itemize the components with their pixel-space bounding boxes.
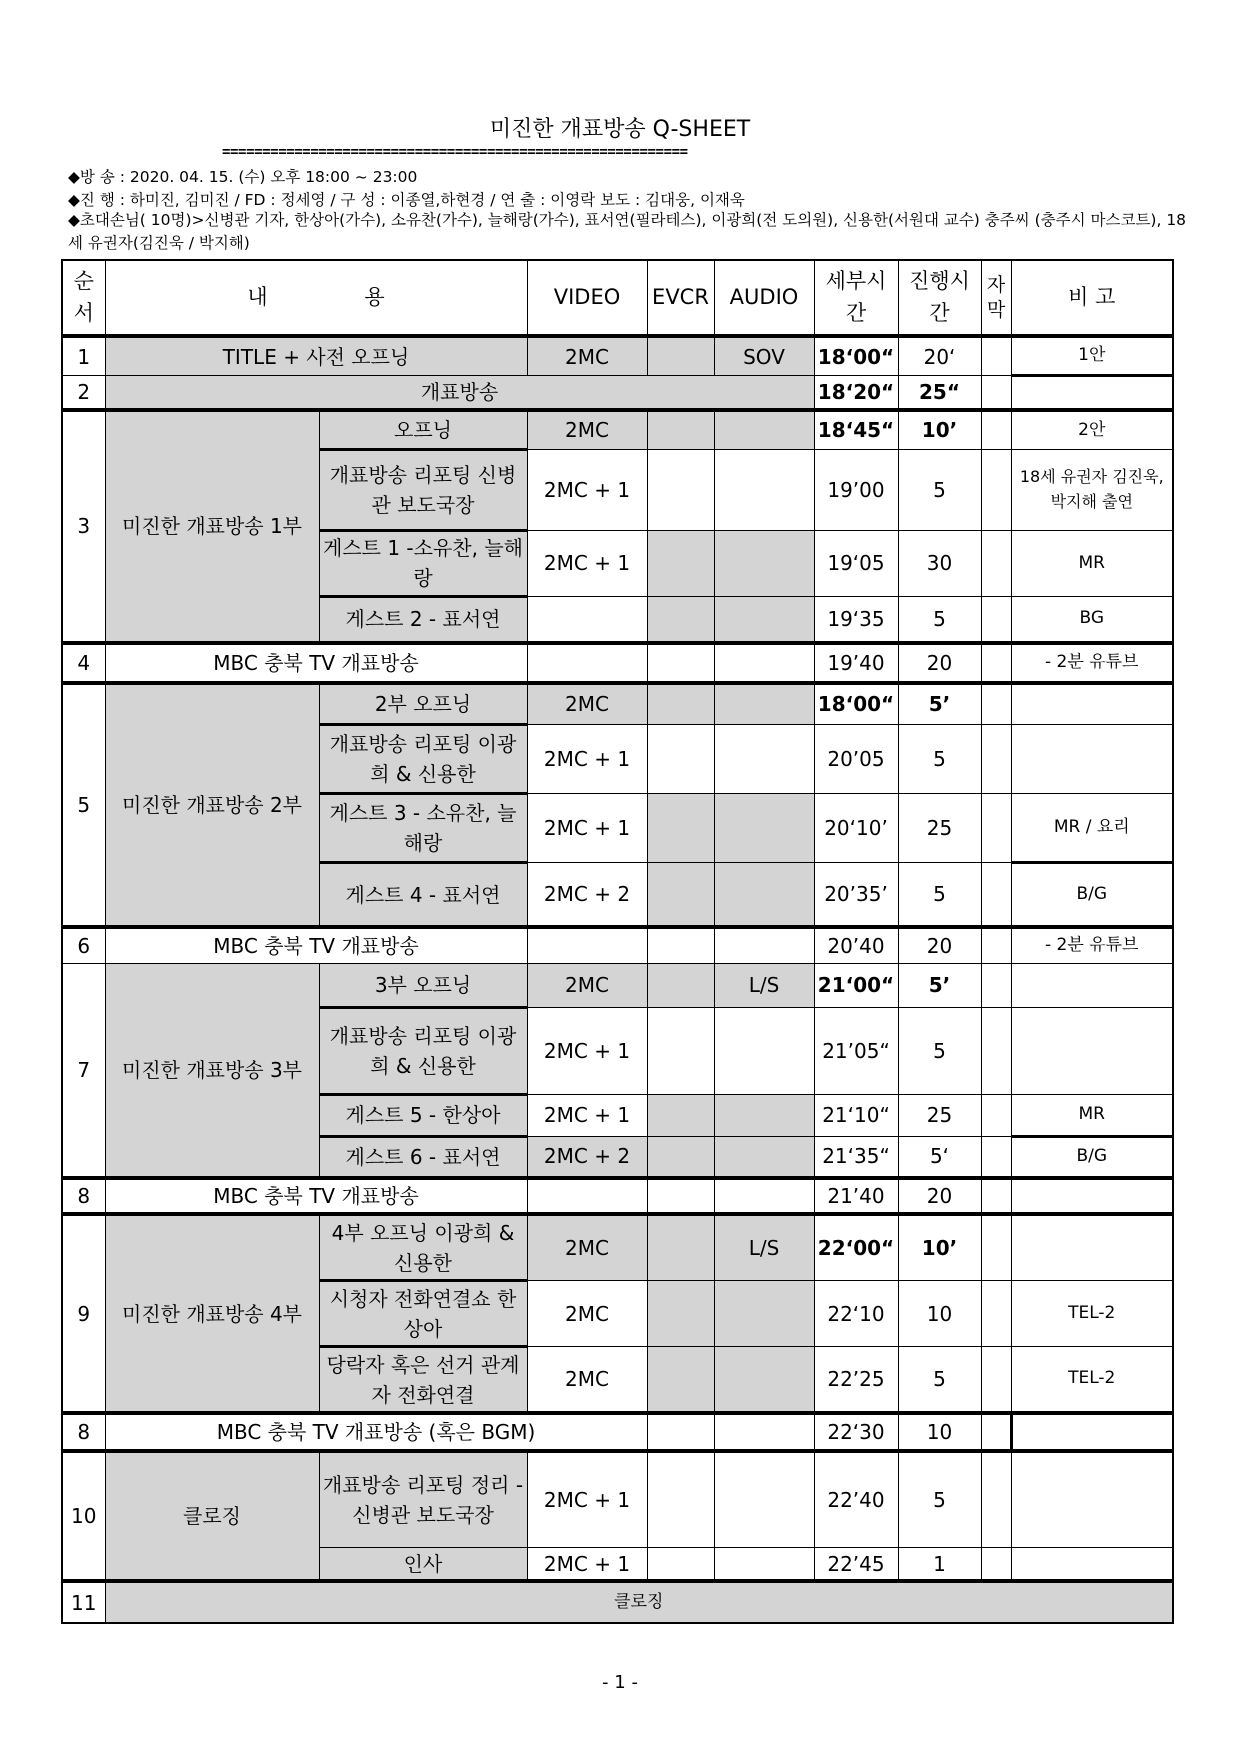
group-cell: 미진한 개표방송 2부 bbox=[105, 683, 319, 928]
seq-cell: 9 bbox=[62, 1214, 105, 1413]
detail-time-cell: 19’00 bbox=[814, 449, 898, 530]
content-cell: 개표방송 리포팅 이광희 & 신용한 bbox=[319, 724, 527, 794]
duration-cell: 5 bbox=[898, 724, 981, 794]
video-cell bbox=[527, 1178, 647, 1214]
duration-cell: 25 bbox=[898, 1095, 981, 1137]
detail-time-cell: 21‘35“ bbox=[814, 1136, 898, 1178]
caption-cell bbox=[981, 376, 1011, 410]
seq-cell: 1 bbox=[62, 336, 105, 376]
duration-cell: 10 bbox=[898, 1413, 981, 1450]
caption-cell bbox=[981, 1413, 1011, 1450]
audio-cell bbox=[714, 794, 814, 863]
audio-cell bbox=[714, 683, 814, 725]
evcr-cell bbox=[647, 1413, 714, 1450]
video-cell: 2MC + 1 bbox=[527, 1007, 647, 1094]
content-cell: 게스트 6 - 표서연 bbox=[319, 1136, 527, 1178]
page-number: - 1 - bbox=[602, 1672, 638, 1693]
video-cell: 2MC + 1 bbox=[527, 449, 647, 530]
detail-time-cell: 20‘10’ bbox=[814, 794, 898, 863]
caption-cell bbox=[981, 1347, 1011, 1414]
evcr-cell bbox=[647, 683, 714, 725]
audio-cell bbox=[714, 863, 814, 928]
q-sheet-table bbox=[61, 259, 1174, 1624]
duration-cell: 5 bbox=[898, 1451, 981, 1548]
caption-cell bbox=[981, 794, 1011, 863]
broadcast-info: ◆방 송 : 2020. 04. 15. (수) 오후 18:00 ~ 23:00 bbox=[68, 168, 418, 186]
table-row bbox=[62, 410, 1173, 450]
note-cell: B/G bbox=[1011, 863, 1173, 928]
note-cell bbox=[1011, 683, 1173, 725]
note-cell: TEL-2 bbox=[1011, 1281, 1173, 1347]
detail-time-cell: 18‘20“ bbox=[814, 376, 898, 410]
video-cell: 2MC + 1 bbox=[527, 1451, 647, 1548]
note-cell: MR / 요리 bbox=[1011, 794, 1173, 863]
detail-time-cell: 22‘30 bbox=[814, 1413, 898, 1450]
video-cell: 2MC + 1 bbox=[527, 1547, 647, 1581]
video-cell: 2MC bbox=[527, 410, 647, 450]
header-seq: 순서 bbox=[62, 260, 105, 336]
content-cell: 개표방송 리포팅 정리 -신병관 보도국장 bbox=[319, 1451, 527, 1548]
note-cell bbox=[1011, 1451, 1173, 1548]
video-cell bbox=[527, 927, 647, 963]
content-cell: 개표방송 리포팅 신병관 보도국장 bbox=[319, 449, 527, 530]
duration-cell: 5 bbox=[898, 449, 981, 530]
detail-time-cell: 22‘00“ bbox=[814, 1214, 898, 1281]
video-cell: 2MC bbox=[527, 1281, 647, 1347]
audio-cell bbox=[714, 1451, 814, 1548]
duration-cell: 1 bbox=[898, 1547, 981, 1581]
group-cell: 미진한 개표방송 1부 bbox=[105, 410, 319, 643]
audio-cell bbox=[714, 1413, 814, 1450]
evcr-cell bbox=[647, 1214, 714, 1281]
detail-time-cell: 20’40 bbox=[814, 927, 898, 963]
table-row bbox=[62, 643, 1173, 683]
header-note: 비 고 bbox=[1011, 260, 1173, 336]
header-row bbox=[62, 260, 1173, 336]
header-content: 내 용 bbox=[105, 260, 527, 336]
note-cell: - 2분 유튜브 bbox=[1011, 643, 1173, 683]
video-cell: 2MC + 2 bbox=[527, 1136, 647, 1178]
note-cell bbox=[1011, 1178, 1173, 1214]
table-row bbox=[62, 1451, 1173, 1548]
audio-cell bbox=[714, 449, 814, 530]
header-caption: 자막 bbox=[981, 260, 1011, 336]
audio-cell bbox=[714, 724, 814, 794]
seq-cell: 4 bbox=[62, 643, 105, 683]
duration-cell: 5 bbox=[898, 1347, 981, 1414]
note-cell: MR bbox=[1011, 1095, 1173, 1137]
video-cell: 2MC bbox=[527, 964, 647, 1008]
evcr-cell bbox=[647, 410, 714, 450]
note-cell bbox=[1011, 724, 1173, 794]
detail-time-cell: 19‘05 bbox=[814, 531, 898, 597]
evcr-cell bbox=[647, 1007, 714, 1094]
content-cell: 게스트 3 - 소유찬, 늘해랑 bbox=[319, 794, 527, 863]
content-cell: 게스트 4 - 표서연 bbox=[319, 863, 527, 928]
detail-time-cell: 21’40 bbox=[814, 1178, 898, 1214]
caption-cell bbox=[981, 410, 1011, 450]
detail-time-cell: 19’40 bbox=[814, 643, 898, 683]
content-cell: 개표방송 리포팅 이광희 & 신용한 bbox=[319, 1007, 527, 1094]
duration-cell: 5 bbox=[898, 596, 981, 643]
header-audio: AUDIO bbox=[714, 260, 814, 336]
detail-time-cell: 20’05 bbox=[814, 724, 898, 794]
audio-cell bbox=[714, 1136, 814, 1178]
content-cell: 오프닝 bbox=[319, 410, 527, 450]
note-cell: 18세 유권자 김진욱,박지해 출연 bbox=[1011, 449, 1173, 530]
guests-info: ◆초대손님( 10명)>신병관 기자, 한상아(가수), 소유찬(가수), 늘해랑(가수), 표서연(필라테스), 이광희(전 도의원), 신용한(서원대 교수) 충주씨 (충주시 마스코트), 18세 유권자(김진욱 / 박지해) bbox=[68, 211, 1187, 252]
header-duration: 진행시간 bbox=[898, 260, 981, 336]
note-cell bbox=[1011, 1547, 1173, 1581]
detail-time-cell: 21‘10“ bbox=[814, 1095, 898, 1137]
video-cell bbox=[527, 643, 647, 683]
note-cell: MR bbox=[1011, 531, 1173, 597]
caption-cell bbox=[981, 927, 1011, 963]
duration-cell: 20 bbox=[898, 643, 981, 683]
seq-cell: 11 bbox=[62, 1581, 105, 1623]
note-cell: BG bbox=[1011, 596, 1173, 643]
title-underline: ========================================================== bbox=[222, 144, 688, 160]
caption-cell bbox=[981, 964, 1011, 1008]
note-cell bbox=[1011, 376, 1173, 410]
duration-cell: 5’ bbox=[898, 683, 981, 725]
content-cell: 게스트 2 - 표서연 bbox=[319, 596, 527, 643]
group-cell: 미진한 개표방송 3부 bbox=[105, 964, 319, 1178]
detail-time-cell: 22’25 bbox=[814, 1347, 898, 1414]
video-cell: 2MC bbox=[527, 1347, 647, 1414]
staff-info: ◆진 행 : 하미진, 김미진 / FD : 정세영 / 구 성 : 이종열,하현경 / 연 출 : 이영락 보도 : 김대웅, 이재욱 bbox=[68, 191, 745, 209]
detail-time-cell: 22’40 bbox=[814, 1451, 898, 1548]
evcr-cell bbox=[647, 596, 714, 643]
seq-cell: 3 bbox=[62, 410, 105, 643]
content-cell: 게스트 1 -소유찬, 늘해랑 bbox=[319, 531, 527, 597]
evcr-cell bbox=[647, 336, 714, 376]
evcr-cell bbox=[647, 1547, 714, 1581]
seq-cell: 10 bbox=[62, 1451, 105, 1582]
caption-cell bbox=[981, 1095, 1011, 1137]
detail-time-cell: 18‘00“ bbox=[814, 683, 898, 725]
caption-cell bbox=[981, 1214, 1011, 1281]
content-cell: 2부 오프닝 bbox=[319, 683, 527, 725]
caption-cell bbox=[981, 643, 1011, 683]
audio-cell: SOV bbox=[714, 336, 814, 376]
content-cell: MBC 충북 TV 개표방송 bbox=[105, 643, 527, 683]
audio-cell bbox=[714, 1007, 814, 1094]
content-cell: 시청자 전화연결쇼 한상아 bbox=[319, 1281, 527, 1347]
evcr-cell bbox=[647, 449, 714, 530]
note-cell: 1안 bbox=[1011, 336, 1173, 376]
audio-cell: L/S bbox=[714, 964, 814, 1008]
caption-cell bbox=[981, 449, 1011, 530]
video-cell: 2MC + 2 bbox=[527, 863, 647, 928]
table-row bbox=[62, 1178, 1173, 1214]
caption-cell bbox=[981, 336, 1011, 376]
duration-cell: 25 bbox=[898, 794, 981, 863]
seq-cell: 2 bbox=[62, 376, 105, 410]
evcr-cell bbox=[647, 531, 714, 597]
duration-cell: 20 bbox=[898, 1178, 981, 1214]
caption-cell bbox=[981, 1451, 1011, 1548]
video-cell: 2MC + 1 bbox=[527, 531, 647, 597]
audio-cell bbox=[714, 1281, 814, 1347]
detail-time-cell: 22‘10 bbox=[814, 1281, 898, 1347]
content-cell: 개표방송 bbox=[105, 376, 814, 410]
detail-time-cell: 18‘45“ bbox=[814, 410, 898, 450]
audio-cell bbox=[714, 531, 814, 597]
seq-cell: 5 bbox=[62, 683, 105, 928]
video-cell: 2MC bbox=[527, 683, 647, 725]
note-cell: TEL-2 bbox=[1011, 1347, 1173, 1414]
content-cell: MBC 충북 TV 개표방송 (혹은 BGM) bbox=[105, 1413, 647, 1450]
table-row bbox=[62, 683, 1173, 725]
detail-time-cell: 21’05“ bbox=[814, 1007, 898, 1094]
table-row bbox=[62, 1413, 1173, 1450]
evcr-cell bbox=[647, 1451, 714, 1548]
content-cell: 게스트 5 - 한상아 bbox=[319, 1095, 527, 1137]
note-cell: - 2분 유튜브 bbox=[1011, 927, 1173, 963]
header-detail-time: 세부시간 bbox=[814, 260, 898, 336]
caption-cell bbox=[981, 1547, 1011, 1581]
evcr-cell bbox=[647, 1136, 714, 1178]
table-row bbox=[62, 964, 1173, 1008]
evcr-cell bbox=[647, 1281, 714, 1347]
duration-cell: 25“ bbox=[898, 376, 981, 410]
evcr-cell bbox=[647, 643, 714, 683]
video-cell: 2MC + 1 bbox=[527, 794, 647, 863]
note-cell: B/G bbox=[1011, 1136, 1173, 1178]
caption-cell bbox=[981, 1007, 1011, 1094]
note-cell: 2안 bbox=[1011, 410, 1173, 450]
seq-cell: 7 bbox=[62, 964, 105, 1178]
evcr-cell bbox=[647, 964, 714, 1008]
caption-cell bbox=[981, 1178, 1011, 1214]
header-evcr: EVCR bbox=[647, 260, 714, 336]
evcr-cell bbox=[647, 1095, 714, 1137]
video-cell: 2MC bbox=[527, 1214, 647, 1281]
caption-cell bbox=[981, 683, 1011, 725]
duration-cell: 5 bbox=[898, 1007, 981, 1094]
audio-cell bbox=[714, 1095, 814, 1137]
seq-cell: 8 bbox=[62, 1413, 105, 1450]
seq-cell: 8 bbox=[62, 1178, 105, 1214]
content-cell: 3부 오프닝 bbox=[319, 964, 527, 1008]
content-cell: MBC 충북 TV 개표방송 bbox=[105, 1178, 527, 1214]
audio-cell bbox=[714, 410, 814, 450]
document-title: 미진한 개표방송 Q-SHEET bbox=[489, 117, 751, 142]
audio-cell bbox=[714, 1347, 814, 1414]
audio-cell bbox=[714, 927, 814, 963]
audio-cell bbox=[714, 1547, 814, 1581]
caption-cell bbox=[981, 1136, 1011, 1178]
group-cell: 미진한 개표방송 4부 bbox=[105, 1214, 319, 1413]
content-cell: 인사 bbox=[319, 1547, 527, 1581]
duration-cell: 10 bbox=[898, 1281, 981, 1347]
duration-cell: 20‘ bbox=[898, 336, 981, 376]
caption-cell bbox=[981, 531, 1011, 597]
duration-cell: 5 bbox=[898, 863, 981, 928]
detail-time-cell: 21‘00“ bbox=[814, 964, 898, 1008]
video-cell: 2MC bbox=[527, 336, 647, 376]
duration-cell: 10’ bbox=[898, 410, 981, 450]
detail-time-cell: 18‘00“ bbox=[814, 336, 898, 376]
seq-cell: 6 bbox=[62, 927, 105, 963]
caption-cell bbox=[981, 596, 1011, 643]
content-cell: 4부 오프닝 이광희 & 신용한 bbox=[319, 1214, 527, 1281]
detail-time-cell: 19‘35 bbox=[814, 596, 898, 643]
audio-cell bbox=[714, 1178, 814, 1214]
table-row bbox=[62, 376, 1173, 410]
table-row bbox=[62, 336, 1173, 376]
duration-cell: 30 bbox=[898, 531, 981, 597]
evcr-cell bbox=[647, 863, 714, 928]
evcr-cell bbox=[647, 794, 714, 863]
video-cell: 2MC + 1 bbox=[527, 724, 647, 794]
note-cell bbox=[1011, 1007, 1173, 1094]
duration-cell: 20 bbox=[898, 927, 981, 963]
audio-cell bbox=[714, 596, 814, 643]
evcr-cell bbox=[647, 724, 714, 794]
content-cell: 당락자 혹은 선거 관계자 전화연결 bbox=[319, 1347, 527, 1414]
video-cell bbox=[527, 596, 647, 643]
header-video: VIDEO bbox=[527, 260, 647, 336]
note-cell bbox=[1011, 1413, 1173, 1450]
note-cell bbox=[1011, 1214, 1173, 1281]
duration-cell: 5‘ bbox=[898, 1136, 981, 1178]
caption-cell bbox=[981, 724, 1011, 794]
caption-cell bbox=[981, 863, 1011, 928]
duration-cell: 10’ bbox=[898, 1214, 981, 1281]
video-cell: 2MC + 1 bbox=[527, 1095, 647, 1137]
detail-time-cell: 20’35’ bbox=[814, 863, 898, 928]
content-cell: MBC 충북 TV 개표방송 bbox=[105, 927, 527, 963]
evcr-cell bbox=[647, 1178, 714, 1214]
content-cell: TITLE + 사전 오프닝 bbox=[105, 336, 527, 376]
note-cell bbox=[1011, 964, 1173, 1008]
table-row bbox=[62, 1581, 1173, 1623]
content-cell: 클로징 bbox=[105, 1581, 1173, 1623]
audio-cell bbox=[714, 643, 814, 683]
detail-time-cell: 22’45 bbox=[814, 1547, 898, 1581]
caption-cell bbox=[981, 1281, 1011, 1347]
table-row bbox=[62, 927, 1173, 963]
audio-cell: L/S bbox=[714, 1214, 814, 1281]
duration-cell: 5’ bbox=[898, 964, 981, 1008]
evcr-cell bbox=[647, 1347, 714, 1414]
evcr-cell bbox=[647, 927, 714, 963]
table-row bbox=[62, 1214, 1173, 1281]
group-cell: 클로징 bbox=[105, 1451, 319, 1582]
